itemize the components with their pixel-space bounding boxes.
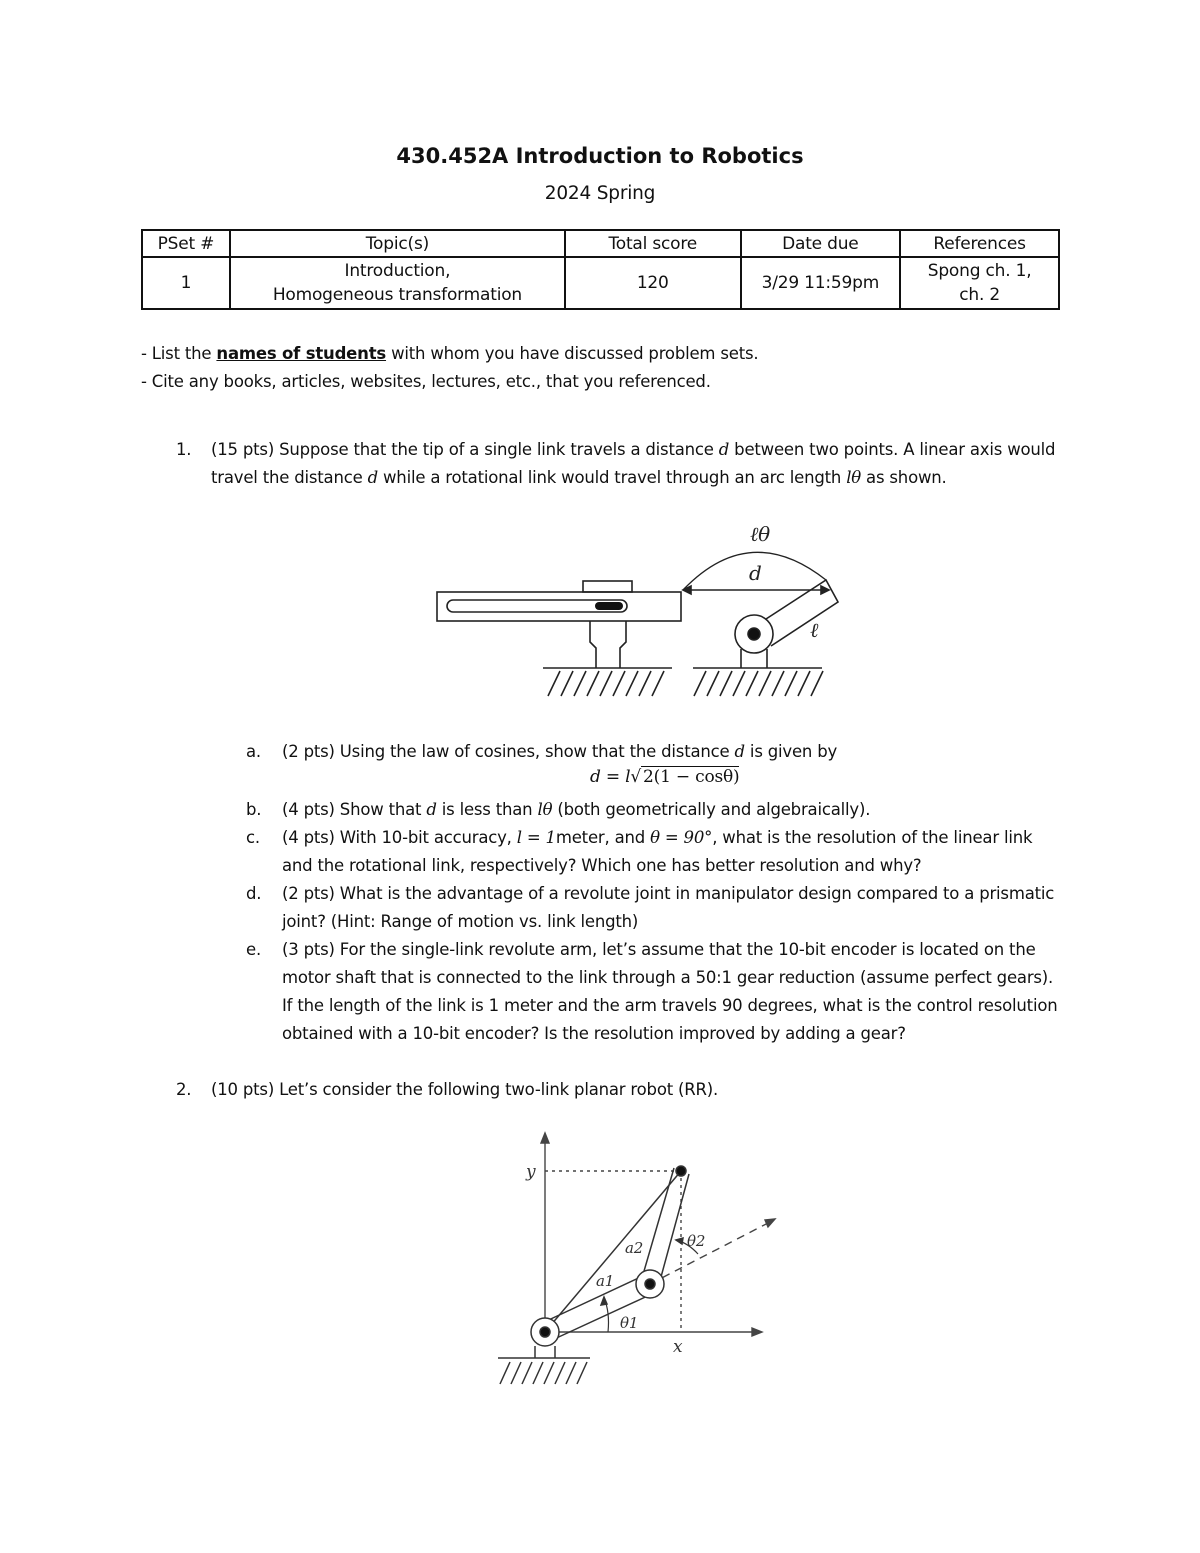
label-theta1: θ1 bbox=[620, 1314, 639, 1332]
question-1-number: 1. bbox=[176, 440, 192, 459]
cell-total-score: 120 bbox=[565, 257, 741, 309]
question-2-text: (10 pts) Let’s consider the following two-link planar robot (RR). bbox=[211, 1080, 719, 1099]
label-a2: a2 bbox=[625, 1239, 644, 1257]
label-theta2: θ2 bbox=[687, 1232, 706, 1250]
q1b-var-ltheta: lθ bbox=[537, 800, 553, 819]
q1-var-d: d bbox=[718, 440, 730, 459]
topic-line-2: Homogeneous transformation bbox=[272, 285, 522, 305]
refs-line-2: ch. 2 bbox=[959, 285, 1000, 305]
label-x-axis: x bbox=[673, 1337, 683, 1357]
question-1b-letter: b. bbox=[246, 800, 262, 819]
q1-text-a: (15 pts) Suppose that the tip of a single link travels a distance bbox=[211, 440, 719, 459]
label-link-l: ℓ bbox=[810, 618, 819, 642]
note-references: - Cite any books, articles, websites, lectures, etc., that you referenced. bbox=[141, 372, 711, 391]
label-y-axis: y bbox=[526, 1162, 536, 1182]
q1c-text-a: (4 pts) With 10-bit accuracy, bbox=[282, 828, 517, 847]
q1b-text-a: (4 pts) Show that bbox=[282, 800, 427, 819]
q1b-var-d: d bbox=[426, 800, 437, 819]
q1e-text: (3 pts) For the single-link revolute arm, let’s assume that the 10-bit encoder is located on the motor shaft that is connected to the link through a 50:1 gear reduction (assume perfect gears). If the length of the link is 1 meter and the arm travels 90 degrees, what is the control resolution obtained with a 10-bit encoder? Is the resolution improved by adding a gear? bbox=[282, 940, 1058, 1043]
q1c-text-b: meter, and bbox=[555, 828, 651, 847]
q1-text-b: between two points. A linear axis would travel the distance bbox=[211, 440, 1056, 487]
q1a-text: (2 pts) Using the law of cosines, show that the distance bbox=[282, 742, 735, 761]
note-1-emphasis: names of students bbox=[216, 344, 387, 363]
q1b-text-b: is less than bbox=[436, 800, 538, 819]
label-chord-d: d bbox=[749, 561, 762, 585]
q1c-text-c: , what is the resolution of the linear link and the rotational link, respectively? Which one has better resolution and why? bbox=[282, 828, 1033, 875]
question-1c-letter: c. bbox=[246, 828, 260, 847]
label-arc-length: ℓθ bbox=[750, 522, 770, 546]
note-1-prefix: - List the bbox=[141, 344, 217, 363]
q1-text-c: while a rotational link would travel through an arc length bbox=[377, 468, 847, 487]
q1b-text-c: (both geometrically and algebraically). bbox=[552, 800, 871, 819]
q1a-var-d: d bbox=[734, 742, 745, 761]
q1c-var-l: l = 1 bbox=[516, 828, 556, 847]
topic-line-1: Introduction, bbox=[344, 261, 451, 281]
q1-var-d-2: d bbox=[367, 468, 378, 487]
cell-date-due: 3/29 11:59pm bbox=[741, 257, 901, 309]
question-1e-letter: e. bbox=[246, 940, 261, 959]
header-date-due: Date due bbox=[741, 230, 901, 257]
header-topics: Topic(s) bbox=[230, 230, 565, 257]
label-a1: a1 bbox=[596, 1272, 615, 1290]
cell-pset: 1 bbox=[142, 257, 230, 309]
q1-var-ltheta: lθ bbox=[846, 468, 862, 487]
refs-line-1: Spong ch. 1, bbox=[927, 261, 1032, 281]
note-1-suffix: with whom you have discussed problem sets. bbox=[386, 344, 759, 363]
formula-lhs: d = l bbox=[590, 767, 631, 787]
header-references: References bbox=[900, 230, 1059, 257]
semester-subtitle: 2024 Spring bbox=[544, 183, 656, 204]
question-2-number: 2. bbox=[176, 1080, 192, 1099]
sqrt-symbol: √ bbox=[630, 767, 642, 787]
q1a-text-end: is given by bbox=[744, 742, 838, 761]
formula-sqrt-argument: 2(1 − cosθ) bbox=[643, 767, 740, 787]
header-total-score: Total score bbox=[565, 230, 741, 257]
question-1a-letter: a. bbox=[246, 742, 261, 761]
header-pset: PSet # bbox=[142, 230, 230, 257]
q1d-text: (2 pts) What is the advantage of a revolute joint in manipulator design compared to a prismatic joint? (Hint: Range of motion vs. link length) bbox=[282, 884, 1055, 931]
q1c-var-theta: θ = 90° bbox=[650, 828, 713, 847]
question-1d-letter: d. bbox=[246, 884, 262, 903]
page-title: 430.452A Introduction to Robotics bbox=[396, 144, 804, 168]
robot-axes bbox=[541, 1133, 775, 1340]
q1-text-d: as shown. bbox=[861, 468, 947, 487]
